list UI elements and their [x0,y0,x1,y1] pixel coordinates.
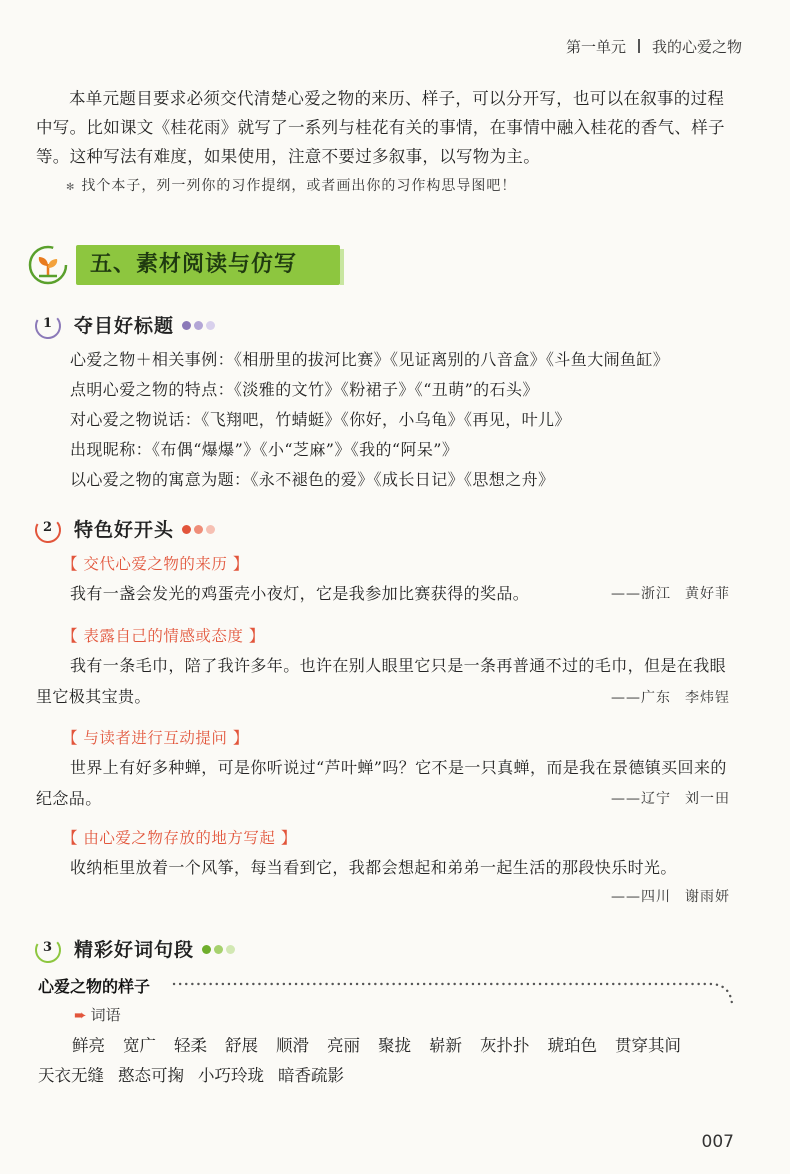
word: 鲜亮 [72,1036,105,1055]
header-divider [638,39,640,53]
sprout-icon [28,245,68,285]
section-heading [76,245,340,285]
part1-title: 夺目好标题 [74,315,175,337]
word: 崭新 [429,1036,462,1055]
opening-tag-1: 【 交代心爱之物的来历 】 [62,555,249,573]
part2-title: 特色好开头 [74,519,175,541]
dots-decoration [182,517,218,539]
word: 灰扑扑 [480,1036,530,1055]
word: 暗香疏影 [278,1066,344,1085]
title-example-4: 出现昵称：《布偶“爆爆”》《小“芝麻”》《我的“阿呆”》 [70,440,459,459]
dotted-rule [170,978,750,1008]
word: 聚拢 [378,1036,411,1055]
page-number: 007 [701,1132,734,1152]
unit-label: 第一单元 [565,38,626,56]
word: 舒展 [225,1036,258,1055]
word: 顺滑 [276,1036,309,1055]
part1-heading [74,311,218,338]
opening-tag-4: 【 由心爱之物存放的地方写起 】 [62,829,297,847]
opening-example-3: 世界上有好多种蝉，可是你听说过“芦叶蝉”吗？它不是一只真蝉，而是我在景德镇买回来的纪念品。 [36,758,727,808]
part2-heading [74,515,218,542]
source-2: ——广东 李炜锃 [611,690,730,706]
opening-example-4: 收纳柜里放着一个风筝，每当看到它，我都会想起和弟弟一起生活的那段快乐时光。 [70,858,677,877]
number-badge-2-label: 2 [43,520,53,535]
title-example-5: 以心爱之物的寓意为题：《永不褪色的爱》《成长日记》《思想之舟》 [70,470,555,489]
source-1: ——浙江 黄好菲 [611,586,730,602]
word-row-1 [72,1032,681,1056]
number-badge-1-label: 1 [43,316,53,331]
part3-title: 精彩好词句段 [74,939,195,961]
word: 轻柔 [174,1036,207,1055]
opening-example-2: 我有一条毛巾，陪了我许多年。也许在别人眼里它只是一条再普通不过的毛巾，但是在我眼里它极其宝贵。 [36,656,727,706]
intro-paragraph: 本单元题目要求必须交代清楚心爱之物的来历、样子，可以分开写，也可以在叙事的过程中写。比如课文《桂花雨》就写了一系列与桂花有关的事情，在事情中融入桂花的香气、样子等。这种写法有难度，如果使用，注意不要过多叙事，以写物为主。 [36,89,725,166]
number-badge-3-label: 3 [43,940,53,955]
word: 宽广 [123,1036,156,1055]
tip-note [66,175,516,195]
word-row-2 [38,1062,344,1086]
source-3: ——辽宁 刘一田 [611,791,730,807]
opening-example-1: 我有一盏会发光的鸡蛋壳小夜灯，它是我参加比赛获得的奖品。 [70,584,530,603]
tip-text: 找个本子，列一列你的习作提纲，或者画出你的习作构思导图吧！ [81,178,517,194]
word: 小巧玲珑 [198,1066,264,1085]
running-header [566,36,742,57]
word: 天衣无缝 [38,1066,104,1085]
title-example-3: 对心爱之物说话：《飞翔吧，竹蜻蜓》《你好，小乌龟》《再见，叶儿》 [70,410,571,429]
word: 憨态可掬 [118,1066,184,1085]
word: 亮丽 [327,1036,360,1055]
chapter-title: 我的心爱之物 [651,38,742,56]
word: 贯穿其间 [615,1036,681,1055]
opening-tag-3: 【 与读者进行互动提问 】 [62,729,249,747]
vocab-label: ➨ 词语 [74,1006,121,1024]
subheading: 心爱之物的样子 [38,977,151,996]
opening-tag-2: 【 表露自己的情感或态度 】 [62,627,265,645]
title-example-1: 心爱之物＋相关事例：《相册里的拔河比赛》《见证离别的八音盒》《斗鱼大闹鱼缸》 [70,350,670,369]
section-heading-text: 五、素材阅读与仿写 [90,252,298,277]
title-example-2: 点明心爱之物的特点：《淡雅的文竹》《粉裙子》《“丑萌”的石头》 [70,380,539,399]
source-4: ——四川 谢雨妍 [611,889,730,905]
asterisk-icon: ✻ [66,182,76,193]
word: 琥珀色 [547,1036,597,1055]
part3-heading [74,935,238,962]
arrow-icon: ➨ [74,1006,87,1024]
dots-decoration [202,937,238,959]
dots-decoration [182,313,218,335]
